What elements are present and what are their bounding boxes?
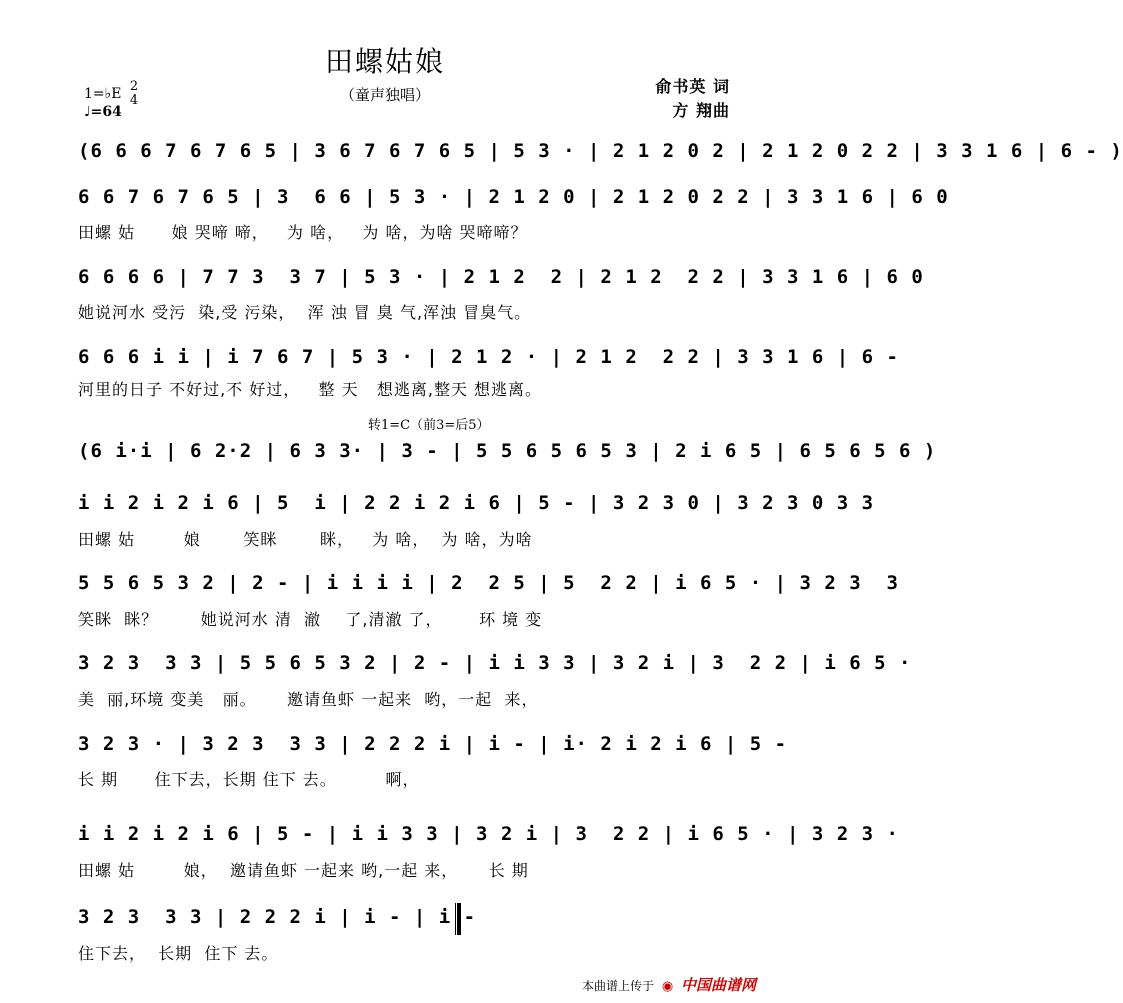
lyrics-row-8: 美 丽,环境 变美 丽。 邀请鱼虾 一起来 哟，一起 来， bbox=[78, 690, 539, 709]
notation-row-4: 6 6 6 i i | i 7 6 7 | 5 3 · | 2 1 2 · | 2 1 2 2 2 | 3 3 1 6 | 6 - bbox=[78, 346, 899, 368]
lyrics-row-9: 长 期 住下去，长期 住下 去。 啊， bbox=[78, 770, 420, 789]
notation-row-8: 3 2 3 3 3 | 5 5 6 5 3 2 | 2 - | i i 3 3 | 3 2 i | 3 2 2 | i 6 5 · bbox=[78, 652, 912, 674]
lyrics-row-6: 田螺 姑 娘 笑眯 眯， 为 啥， 为 啥，为啥 bbox=[78, 530, 533, 549]
modulation-mark: 转1=C（前3=后5） bbox=[368, 418, 490, 433]
song-title: 田螺姑娘 bbox=[324, 45, 445, 78]
time-signature bbox=[130, 80, 138, 108]
final-barline bbox=[455, 903, 461, 935]
notation-row-5: (6 i·i | 6 2·2 | 6 3 3· | 3 - | 5 5 6 5 6 5 3 | 2 i 6 5 | 6 5 6 5 6 ) bbox=[78, 440, 937, 462]
lyrics-row-7: 笑眯 眯？ 她说河水 清 澈 了,清澈 了， 环 境 变 bbox=[78, 610, 543, 629]
tempo-mark: ♩=64 bbox=[84, 104, 122, 120]
site-logo-icon: ◉ bbox=[661, 979, 674, 994]
notation-row-3: 6 6 6 6 | 7 7 3 3 7 | 5 3 · | 2 1 2 2 | 2 1 2 2 2 | 3 3 1 6 | 6 0 bbox=[78, 266, 924, 288]
notation-row-11: 3 2 3 3 3 | 2 2 2 i | i - | i - bbox=[78, 906, 477, 928]
notation-row-10: i i 2 i 2 i 6 | 5 - | i i 3 3 | 3 2 i | 3 2 2 | i 6 5 · | 3 2 3 · bbox=[78, 823, 899, 845]
notation-row-6: i i 2 i 2 i 6 | 5 i | 2 2 i 2 i 6 | 5 - | 3 2 3 0 | 3 2 3 0 3 3 bbox=[78, 492, 875, 514]
lyrics-row-4: 河里的日子 不好过,不 好过， 整 天 想逃离,整天 想逃离。 bbox=[78, 380, 543, 399]
notation-row-9: 3 2 3 · | 3 2 3 3 3 | 2 2 2 i | i - | i· 2 i 2 i 6 | 5 - bbox=[78, 733, 788, 755]
lyrics-row-11: 住下去， 长期 住下 去。 bbox=[78, 944, 279, 963]
lyricist-credit: 俞书英 词 bbox=[655, 77, 730, 96]
song-subtitle: （童声独唱） bbox=[339, 86, 430, 104]
composer-credit: 方 翔曲 bbox=[672, 101, 730, 120]
upload-text: 本曲谱上传于 bbox=[581, 979, 654, 993]
lyrics-row-3: 她说河水 受污 染,受 污染， 浑 浊 冒 臭 气,浑浊 冒臭气。 bbox=[78, 303, 532, 322]
key-label: 1=♭E bbox=[84, 86, 122, 102]
lyrics-row-10: 田螺 姑 娘， 邀请鱼虾 一起来 哟,一起 来， 长 期 bbox=[78, 861, 529, 880]
meter-top: 2 bbox=[129, 79, 139, 94]
notation-row-7: 5 5 6 5 3 2 | 2 - | i i i i | 2 2 5 | 5 2 2 | i 6 5 · | 3 2 3 3 bbox=[78, 572, 899, 594]
lyrics-row-2: 田螺 姑 娘 哭啼 啼， 为 啥， 为 啥，为啥 哭啼啼？ bbox=[78, 223, 528, 242]
notation-row-2: 6 6 7 6 7 6 5 | 3 6 6 | 5 3 · | 2 1 2 0 | 2 1 2 0 2 2 | 3 3 1 6 | 6 0 bbox=[78, 186, 949, 208]
notation-row-1: (6 6 6 7 6 7 6 5 | 3 6 7 6 7 6 5 | 5 3 · | 2 1 2 0 2 | 2 1 2 0 2 2 | 3 3 1 6 | 6 - ) bbox=[78, 140, 1123, 162]
site-name: 中国曲谱网 bbox=[680, 976, 756, 994]
meter-bottom: 4 bbox=[129, 93, 139, 108]
footer-credit bbox=[582, 974, 756, 995]
